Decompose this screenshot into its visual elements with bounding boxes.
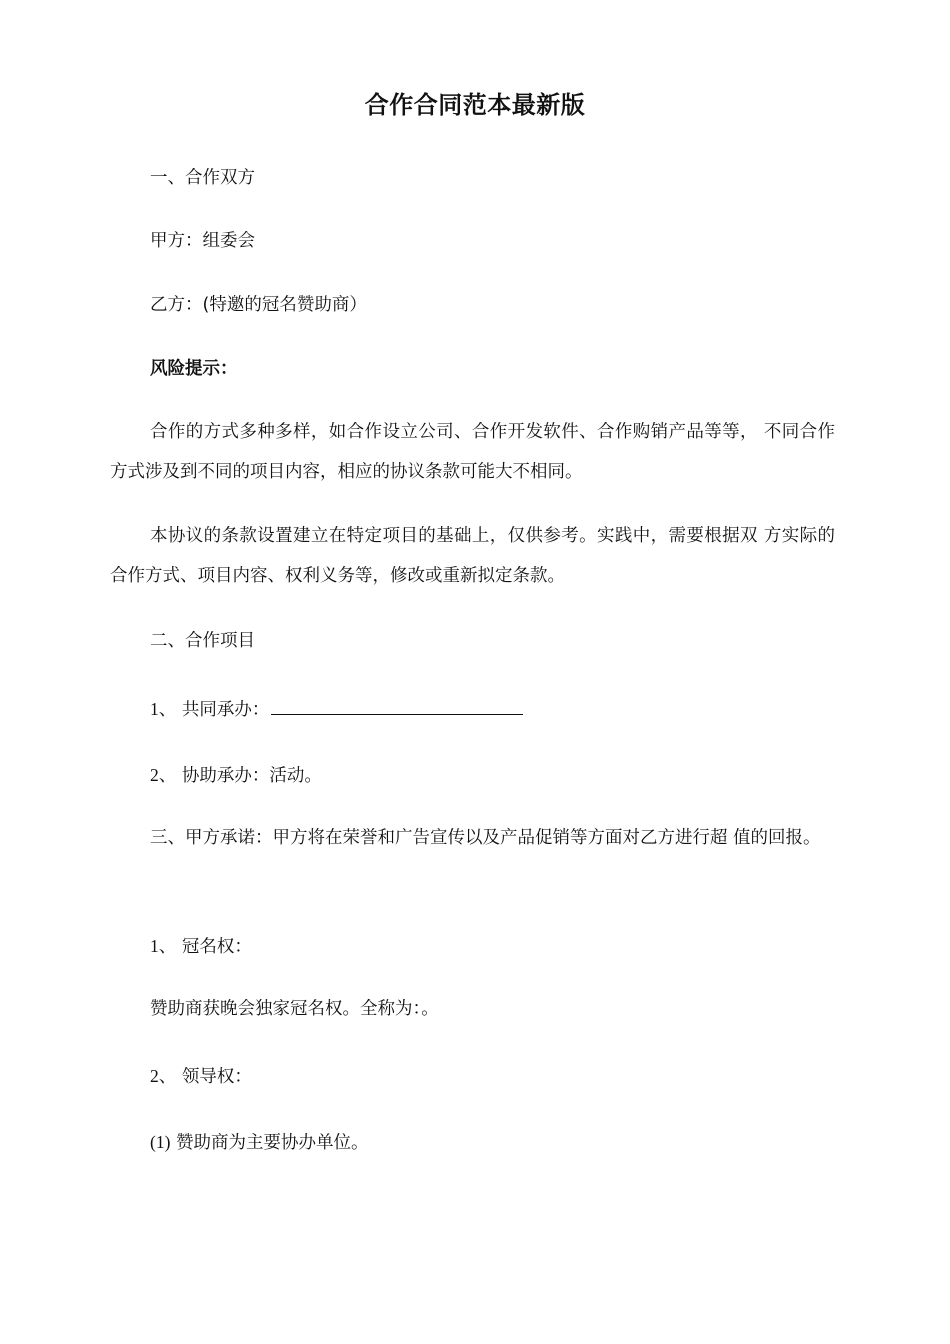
right-1 (110, 926, 835, 967)
item-2-number: 2、 (150, 765, 177, 785)
risk-paragraph-2: 本协议的条款设置建立在特定项目的基础上，仅供参考。实践中，需要根据双 方实际的合作方式、项目内容、权利义务等，修改或重新拟定条款。 (110, 526, 835, 586)
document-title: 合作合同范本最新版 (364, 91, 586, 119)
risk-heading: 风险提示： (150, 359, 238, 379)
party-b: 乙方：(特邀的冠名赞助商） (150, 295, 367, 315)
right-2-sub (110, 1122, 835, 1163)
item-2 (110, 755, 835, 796)
right-2-number: 2、 (150, 1066, 177, 1086)
section3-text: 三、甲方承诺：甲方将在荣誉和广告宣传以及产品促销等方面对乙方进行超 值的回报。 (150, 828, 821, 848)
right-2-text: 领导权： (181, 1067, 252, 1087)
fill-in-blank-line (271, 694, 523, 715)
section2-heading: 二、合作项目 (150, 631, 255, 651)
right-1-text: 冠名权： (181, 937, 252, 957)
item-1-text: 共同承办： (181, 700, 270, 720)
item-1-number: 1、 (150, 699, 177, 719)
right-1-detail: 赞助商获晚会独家冠名权。全称为：。 (150, 999, 439, 1019)
right-1-number: 1、 (150, 936, 177, 956)
section1-heading: 一、合作双方 (150, 168, 255, 188)
risk-paragraph-1: 合作的方式多种多样，如合作设立公司、合作开发软件、合作购销产品等等， 不同合作方式涉及到不同的项目内容，相应的协议条款可能大不相同。 (110, 422, 835, 482)
item-1 (110, 689, 835, 730)
right-2 (110, 1056, 835, 1097)
right-2-sub-number: (1) (150, 1132, 171, 1152)
item-2-text: 协助承办：活动。 (181, 766, 322, 786)
right-2-sub-text: 赞助商为主要协办单位。 (175, 1133, 369, 1153)
party-a: 甲方：组委会 (150, 231, 255, 251)
